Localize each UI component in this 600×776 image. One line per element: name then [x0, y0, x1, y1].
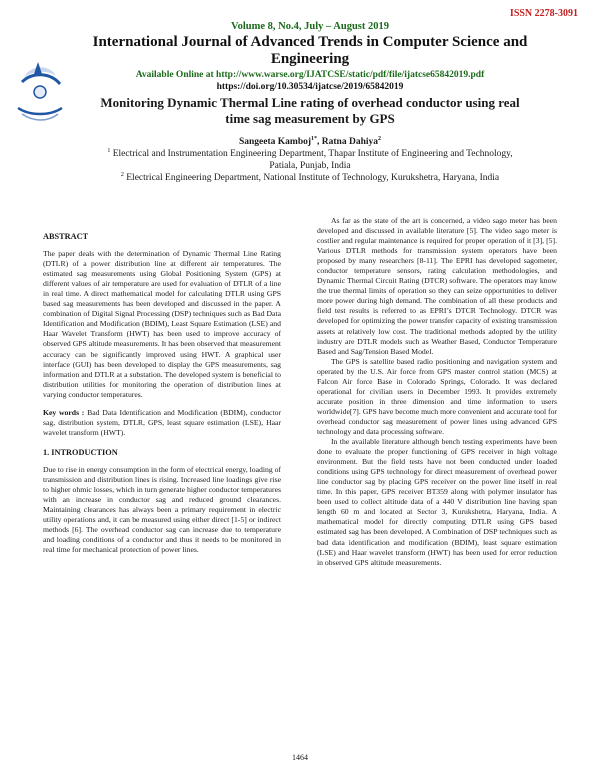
right-column — [317, 216, 557, 568]
author-2-sup: 2 — [378, 135, 381, 142]
online-link[interactable]: Available Online at http://www.warse.org/IJATCSE/static/pdf/file/ijatcse65842019.pdf — [135, 70, 485, 80]
authors-block — [60, 136, 560, 184]
body-paragraph-1: As far as the state of the art is concerned, a video sago meter has been developed and discussed in available literature [5]. The video sago meter is costlier and regular maintenance is required for proper operation of it [3], [5]. Various DTLR methods for transmission system operators have been proposed by many researchers [8-11]. The EPRI has developed sagometer, conductor temperature sensors, rating calculation methodologies, and Dynamic Thermal Circuit Rating (DTCR) software. The operators may know the true thermal limits of operation so they can seize opportunities to deliver more power during high demand. The combination of all these products and field test results is referred to as EPRI’s DTCR Technology. DTCR was developed for optimizing the power transfer capacity of existing transmission assets at relatively low cost. The traditional methods adopted by the utility industry are DTLR models such as Weather Based, Conductor Temperature Based and Sag/Tension Based Model. — [317, 216, 557, 356]
left-column — [43, 232, 281, 555]
abstract-heading: ABSTRACT — [43, 232, 89, 241]
affiliation-2 — [60, 172, 560, 184]
intro-heading: 1. INTRODUCTION — [43, 447, 118, 457]
affiliation-1-line-2: Patiala, Punjab, India — [269, 161, 351, 171]
author-2: Ratna Dahiya — [321, 137, 378, 147]
title-line-2: time sag measurement by GPS — [225, 111, 395, 126]
keywords — [43, 408, 281, 438]
title-line-1: Monitoring Dynamic Thermal Line rating of overhead conductor using real — [100, 95, 520, 110]
author-separator: , — [317, 137, 322, 147]
volume-info: Volume 8, No.4, July – August 2019 — [230, 21, 389, 32]
affiliation-1 — [60, 148, 560, 160]
issn-label: ISSN 2278-3091 — [509, 8, 578, 19]
abstract-text: The paper deals with the determination of Dynamic Thermal Line Rating (DTLR) of a power distribution line at different air temperatures. The estimated sag measurements using Global Positioning System (GPS) at different values of air temperature are used for evaluation of DTLR of a line in real time. A direct mathematical model for calculating DTLR using GPS based sag measurements has been developed and discussed in the paper. A combination of Digital Signal Processing (DSP) techniques such as Bad Data Identification and Modification (BDIM), Least Square Estimation (LSE) and Haar Wavelet Transform (HWT) has been used to improve accuracy of observed GPS altitude measurements. It has been observed that measurement accuracy can be significantly improved using HWT. A graphical user interface (GUI) has been developed to display the GPS measurements, sag information and DTLR at a substation. The developed system is beneficial to distribution utilities for monitoring the operation of distribution lines at varying conductor temperatures. — [43, 249, 281, 399]
author-1: Sangeeta Kamboj — [238, 137, 312, 147]
keywords-text: Bad Data Identification and Modification (BDIM), conductor sag, distribution system, DTLR, GPS, least square estimation (LSE), Haar wavelet transform (HWT). — [43, 407, 281, 437]
page-number: 1464 — [292, 753, 308, 762]
affiliation-2-sup: 2 — [120, 171, 124, 178]
affiliation-2-text: Electrical Engineering Department, National Institute of Technology, Kurukshetra, Haryana, India — [126, 173, 500, 183]
author-1-sup: 1* — [311, 135, 318, 142]
body-paragraph-2: The GPS is satellite based radio positioning and navigation system and operated by the U.S. Air force from GPS master control station (MCS) at Falcon Air force Base in Colorado Springs, Colorado. It was declared operational for civilian users in December 1993. It provides extremely accurate position in three dimension and time information to users worldwide[7]. GPS have become much more convenient and accurate tool for overhead conductor sag measurement of power lines using advanced GPS technology and data processing software. — [317, 356, 557, 436]
doi-link[interactable]: https://doi.org/10.30534/ijatcse/2019/65842019 — [216, 82, 404, 92]
intro-text: Due to rise in energy consumption in the form of electrical energy, loading of transmission and distribution lines is rising. Increased line loadings give rise to higher ohmic losses, which in turn generate higher conductor temperatures with an increase in conductor sag and reduced ground clearances. Maintaining clearances has always been a primary requirement in electric utility operations and, it can be measured using either direct [1-5] or indirect methods [6]. The overhead conductor sag can increase due to temperature and loading conditions of a conductor and thus it needs to be monitored in real time for mechanical protection of power lines. — [43, 464, 281, 555]
journal-masthead — [60, 20, 560, 93]
body-paragraph-3: In the available literature although bench testing experiments have been done to evaluate the proper functioning of GPS receiver in high voltage environment. But the field tests have not been conducted under loaded conditions using GPS technology for direct measurement of overhead power line conductor sag by placing GPS receiver on the power line itself in real time. In this paper, GPS receiver BT359 along with polymer insulator has been used to collect altitude data of a 440 V distribution line having span length 60 m and located at Sector 3, Kurukshetra, Haryana, India. A mathematical model for directly computing DTLR using GPS based estimated sag has been developed. A Combination of DSP techniques such as bad data identification and modification (BDIM), least square estimation (LSE) and Haar wavelet transform (HWT) has been used for error reduction in observed GPS altitude measurements. — [317, 437, 557, 567]
journal-name: International Journal of Advanced Trends in Computer Science and Engineering — [92, 34, 528, 67]
affiliation-1-line-1: Electrical and Instrumentation Engineering Department, Thapar Institute of Engineering and Technology, — [112, 149, 513, 159]
affiliation-1-sup: 1 — [107, 147, 111, 154]
author-names — [60, 136, 560, 148]
paper-title — [60, 95, 560, 127]
keywords-label: Key words : — [43, 407, 85, 417]
